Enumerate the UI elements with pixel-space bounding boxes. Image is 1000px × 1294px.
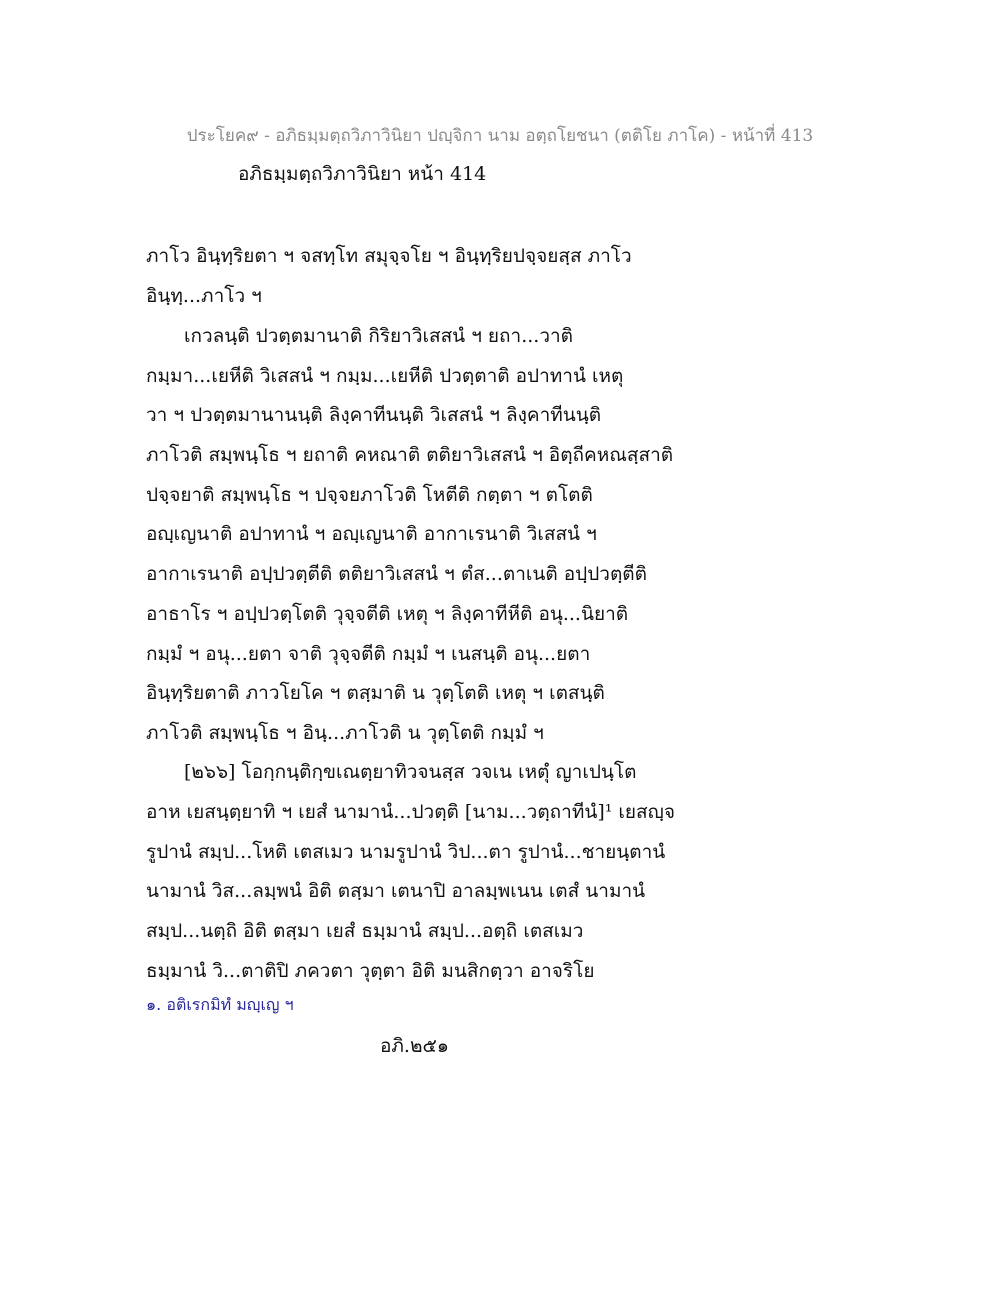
body-line: ธมฺมานํ วิ...ตาติปิ ภควตา วุตฺตา อิติ มนสิกตฺวา อาจริโย bbox=[146, 960, 595, 982]
body-line: กมฺมํ ฯ อนุ...ยตา จาติ วุจฺจตีติ กมฺมํ ฯ เนสนฺติ อนุ...ยตา bbox=[146, 643, 591, 665]
page-title: อภิธมฺมตฺถวิภาวินิยา หน้า 414 bbox=[238, 163, 487, 185]
body-line: [๒๖๖] โอกฺกนฺติกฺขเณตฺยาทิวจนสฺส วจเน เหตุํ ญาเปนฺโต bbox=[184, 761, 637, 783]
body-line: นามานํ วิส...ลมฺพนํ อิติ ตสฺมา เตนาปิ อาลมฺพเนน เตสํ นามานํ bbox=[146, 880, 646, 902]
body-line: อาธาโร ฯ อปฺปวตฺโตติ วุจฺจตีติ เหตุ ฯ ลิงฺคาทีหีติ อนุ...นิยาติ bbox=[146, 603, 629, 625]
body-line: สมฺป...นตฺถิ อิติ ตสฺมา เยสํ ธมฺมานํ สมฺป...อตฺถิ เตสเมว bbox=[146, 920, 584, 942]
body-line: อินฺทฺ...ภาโว ฯ bbox=[146, 285, 262, 307]
body-line: วา ฯ ปวตฺตมานานนฺติ ลิงฺคาทีนนฺติ วิเสสนํ ฯ ลิงฺคาทีนนฺติ bbox=[146, 404, 602, 426]
running-header: ประโยค๙ - อภิธมฺมตฺถวิภาวินิยา ปญฺจิกา นาม อตฺถโยชนา (ตติโย ภาโค) - หน้าที่ 413 bbox=[186, 126, 814, 146]
body-line: อาห เยสนฺตฺยาทิ ฯ เยสํ นามานํ...ปวตฺติ [นาม...วตฺถาทีนํ]¹ เยสญฺจ bbox=[146, 801, 675, 823]
body-line: ปจฺจยาติ สมฺพนฺโธ ฯ ปจฺจยภาโวติ โหตีติ กตฺตา ฯ ตโตติ bbox=[146, 484, 593, 506]
body-line: เกวลนฺติ ปวตฺตมานาติ กิริยาวิเสสนํ ฯ ยถา...วาติ bbox=[184, 325, 574, 347]
body-line: ภาโวติ สมฺพนฺโธ ฯ ยถาติ คหณาติ ตติยาวิเสสนํ ฯ อิตฺถีคหณสฺสาติ bbox=[146, 444, 674, 466]
body-line: อากาเรนาติ อปฺปวตฺตีติ ตติยาวิเสสนํ ฯ ตํส...ตาเนติ อปฺปวตฺตีติ bbox=[146, 563, 647, 585]
body-line: ภาโว อินฺทฺริยตา ฯ จสทฺโท สมุจฺจโย ฯ อินฺทฺริยปจฺจยสฺส ภาโว bbox=[146, 245, 632, 267]
body-line: ภาโวติ สมฺพนฺโธ ฯ อินฺ...ภาโวติ น วุตฺโตติ กมฺมํ ฯ bbox=[146, 722, 544, 744]
footnote: ๑. อติเรกมิทํ มญฺเญ ฯ bbox=[146, 995, 294, 1014]
body-line: กมฺมา...เยหีติ วิเสสนํ ฯ กมฺม...เยหีติ ปวตฺตาติ อปาทานํ เหตุ bbox=[146, 365, 624, 387]
body-line: อญฺเญนาติ อปาทานํ ฯ อญฺเญนาติ อากาเรนาติ วิเสสนํ ฯ bbox=[146, 523, 597, 545]
page-mark: อภิ.๒๕๑ bbox=[380, 1035, 449, 1057]
body-line: รูปานํ สมฺป...โหติ เตสเมว นามรูปานํ วิป...ตา รูปานํ...ชายนฺตานํ bbox=[146, 841, 666, 863]
body-line: อินฺทฺริยตาติ ภาวโยโค ฯ ตสฺมาติ น วุตฺโตติ เหตุ ฯ เตสนฺติ bbox=[146, 682, 605, 704]
